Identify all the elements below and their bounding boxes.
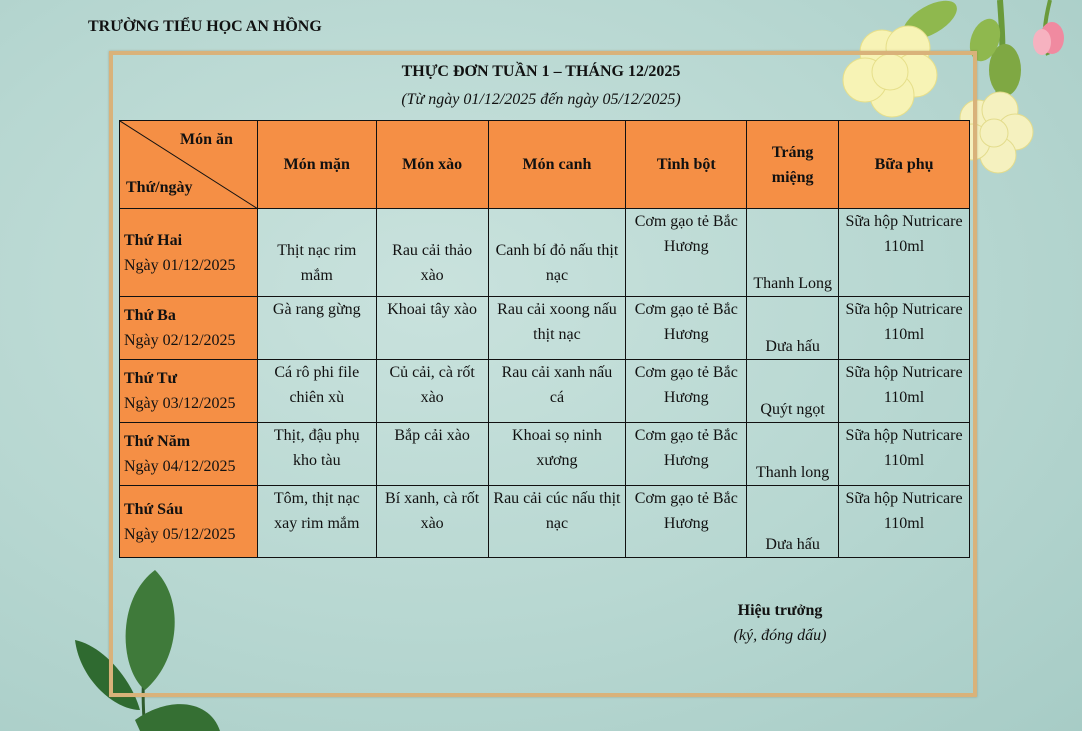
header-mon-xao: Món xào: [376, 121, 488, 209]
dish-cell: Sữa hộp Nutricare 110ml: [839, 297, 970, 360]
day-name: Thứ Tư: [124, 370, 178, 387]
dish-cell: Dưa hấu: [747, 486, 839, 558]
day-name: Thứ Ba: [124, 307, 176, 324]
header-mon-man: Món mặn: [257, 121, 376, 209]
table-row: [120, 423, 970, 486]
table-row: [120, 297, 970, 360]
dish-cell: Sữa hộp Nutricare 110ml: [839, 360, 970, 423]
day-cell: [120, 297, 258, 360]
school-name: TRƯỜNG TIỂU HỌC AN HỒNG: [88, 18, 322, 35]
day-name: Thứ Sáu: [124, 500, 183, 518]
table-row: [120, 360, 970, 423]
day-name: Thứ Năm: [124, 433, 191, 450]
signature-note: (ký, đóng dấu): [733, 627, 827, 644]
corner-day-label: Thứ/ngày: [126, 179, 193, 196]
signature-role: Hiệu trưởng: [737, 602, 823, 619]
signature-block: [700, 598, 860, 648]
day-date: Ngày 03/12/2025: [124, 395, 236, 412]
dish-cell: Cơm gạo tẻ Bắc Hương: [626, 297, 747, 360]
dish-cell: Thanh long: [747, 423, 839, 486]
dish-cell: Sữa hộp Nutricare 110ml: [839, 486, 970, 558]
dish-cell: Canh bí đỏ nấu thịt nạc: [488, 209, 626, 297]
corner-header-cell: [120, 121, 258, 209]
dish-cell: Khoai sọ ninh xương: [488, 423, 626, 486]
day-date: Ngày 05/12/2025: [124, 525, 236, 543]
menu-subtitle: (Từ ngày 01/12/2025 đến ngày 05/12/2025): [401, 91, 681, 108]
dish-cell: Cơm gạo tẻ Bắc Hương: [626, 360, 747, 423]
dish-cell: Củ cải, cà rốt xào: [376, 360, 488, 423]
dish-cell: Dưa hấu: [747, 297, 839, 360]
day-cell: [120, 423, 258, 486]
table-header-row: [120, 121, 970, 209]
dish-cell: Sữa hộp Nutricare 110ml: [839, 209, 970, 297]
dish-cell: Cơm gạo tẻ Bắc Hương: [626, 486, 747, 558]
corner-dish-label: Món ăn: [179, 131, 233, 148]
day-cell: [120, 209, 258, 297]
table-row: [120, 209, 970, 297]
dish-cell: Cá rô phi file chiên xù: [257, 360, 376, 423]
header-tinh-bot: Tinh bột: [626, 121, 747, 209]
day-name: Thứ Hai: [124, 231, 183, 249]
day-cell: [120, 360, 258, 423]
dish-cell: Bắp cải xào: [376, 423, 488, 486]
dish-cell: Gà rang gừng: [257, 297, 376, 360]
dish-cell: Tôm, thịt nạc xay rim mắm: [257, 486, 376, 558]
header-trang-mieng: Tráng miệng: [747, 121, 839, 209]
dish-cell: Rau cải thảo xào: [376, 209, 488, 297]
dish-cell: Quýt ngọt: [747, 360, 839, 423]
header-mon-canh: Món canh: [488, 121, 626, 209]
dish-cell: Thanh Long: [747, 209, 839, 297]
day-cell: [120, 486, 258, 558]
dish-cell: Bí xanh, cà rốt xào: [376, 486, 488, 558]
header-bua-phu: Bữa phụ: [839, 121, 970, 209]
menu-title: THỰC ĐƠN TUẦN 1 – THÁNG 12/2025: [401, 63, 681, 80]
dish-cell: Khoai tây xào: [376, 297, 488, 360]
dish-cell: Rau cải xoong nấu thịt nạc: [488, 297, 626, 360]
menu-table: [119, 120, 970, 558]
table-row: [120, 486, 970, 558]
dish-cell: Cơm gạo tẻ Bắc Hương: [626, 209, 747, 297]
dish-cell: Cơm gạo tẻ Bắc Hương: [626, 423, 747, 486]
day-date: Ngày 01/12/2025: [124, 256, 236, 274]
dish-cell: Sữa hộp Nutricare 110ml: [839, 423, 970, 486]
day-date: Ngày 04/12/2025: [124, 458, 236, 475]
dish-cell: Rau cải xanh nấu cá: [488, 360, 626, 423]
dish-cell: Rau cải cúc nấu thịt nạc: [488, 486, 626, 558]
day-date: Ngày 02/12/2025: [124, 332, 236, 349]
dish-cell: Thịt nạc rim mắm: [257, 209, 376, 297]
dish-cell: Thịt, đậu phụ kho tàu: [257, 423, 376, 486]
